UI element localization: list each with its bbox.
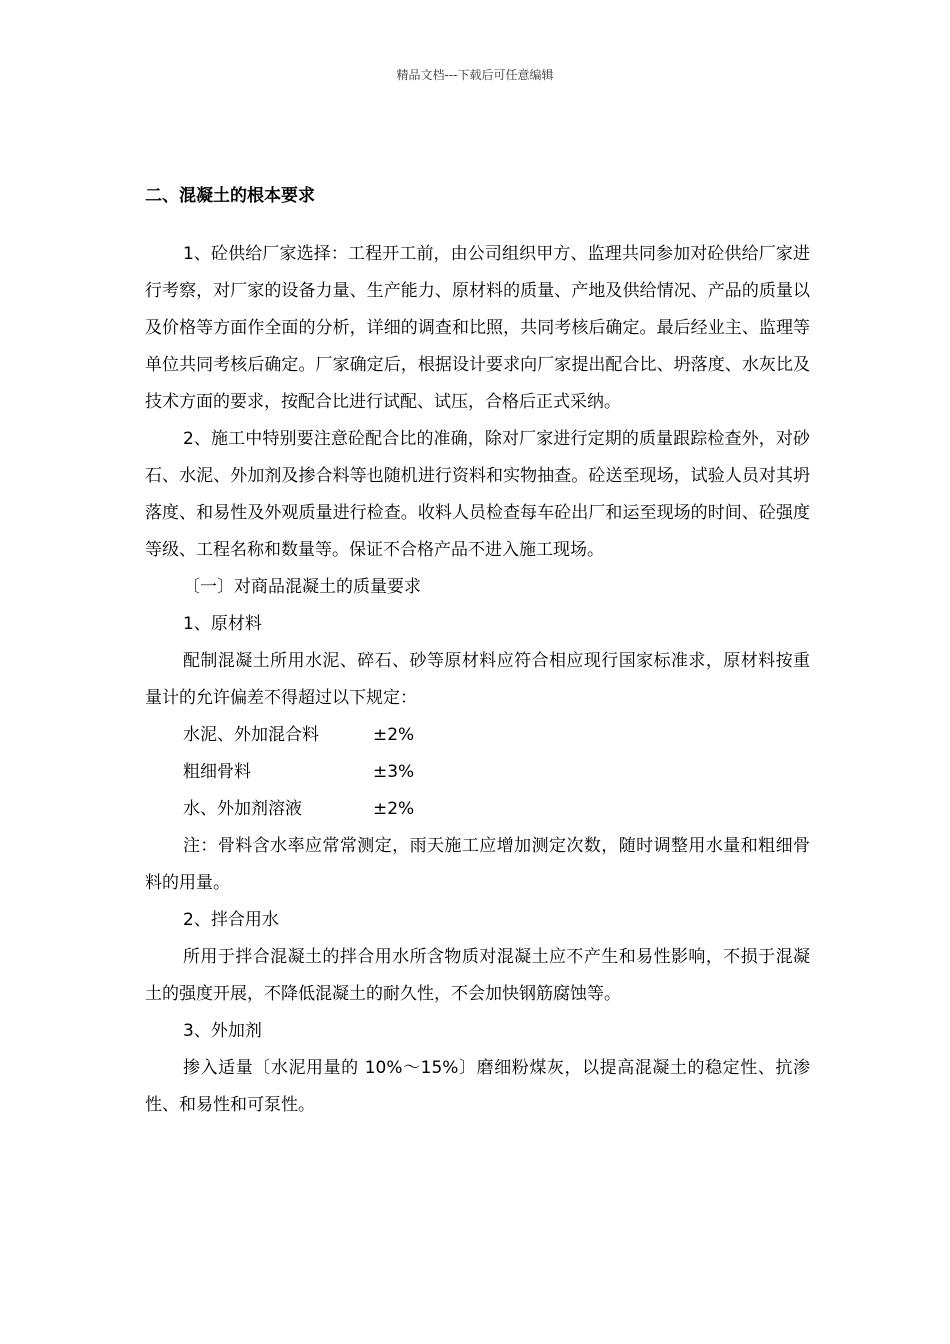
paragraph-admixture: 掺入适量〔水泥用量的 10%～15%〕磨细粉煤灰，以提高混凝土的稳定性、抗渗性、和易性和可泵性。 xyxy=(145,1058,810,1115)
tolerance-row xyxy=(145,791,810,828)
subsection-heading: 〔一〕对商品混凝土的质量要求 xyxy=(183,577,421,597)
paragraph-mixing-water: 所用于拌合混凝土的拌合用水所含物质对混凝土应不产生和易性影响，不损于混凝土的强度开展，不降低混凝土的耐久性，不会加快钢筋腐蚀等。 xyxy=(145,947,810,1004)
paragraph-supplier-selection: 1、砼供给厂家选择：工程开工前，由公司组织甲方、监理共同参加对砼供给厂家进行考察，对厂家的设备力量、生产能力、原材料的质量、产地及供给情况、产品的质量以及价格等方面作全面的分析，详细的调查和比照，共同考核后确定。最后经业主、监理等单位共同考核后确定。厂家确定后，根据设计要求向厂家提出配合比、坍落度、水灰比及技术方面的要求，按配合比进行试配、试压，合格后正式采纳。 xyxy=(145,244,810,412)
tolerance-value: ±2% xyxy=(373,725,415,745)
tolerance-value: ±2% xyxy=(373,799,415,819)
tolerance-value: ±3% xyxy=(373,762,415,782)
paragraph-mix-accuracy: 2、施工中特别要注意砼配合比的准确，除对厂家进行定期的质量跟踪检查外，对砂石、水泥、外加剂及掺合料等也随机进行资料和实物抽查。砼送至现场，试验人员对其坍落度、和易性及外观质量进行检查。收料人员检查每车砼出厂和运至现场的时间、砼强度等级、工程名称和数量等。保证不合格产品不进入施工现场。 xyxy=(145,429,810,560)
tolerance-row xyxy=(145,717,810,754)
tolerance-name: 水泥、外加混合料 xyxy=(183,725,319,745)
page-header: 精品文档---下载后可任意编辑 xyxy=(396,68,554,82)
item-mixing-water: 2、拌合用水 xyxy=(183,910,279,930)
tolerance-name: 水、外加剂溶液 xyxy=(183,799,302,819)
document-body xyxy=(145,178,810,1124)
paragraph-note: 注：骨料含水率应常常测定，雨天施工应增加测定次数，随时调整用水量和粗细骨料的用量。 xyxy=(145,836,810,893)
tolerance-name: 粗细骨料 xyxy=(183,762,251,782)
section-heading: 二、混凝土的根本要求 xyxy=(145,186,315,206)
paragraph-raw-materials: 配制混凝土所用水泥、碎石、砂等原材料应符合相应现行国家标准求，原材料按重量计的允许偏差不得超过以下规定： xyxy=(145,651,810,708)
tolerance-row xyxy=(145,754,810,791)
item-raw-materials: 1、原材料 xyxy=(183,614,262,634)
item-admixture: 3、外加剂 xyxy=(183,1021,262,1041)
